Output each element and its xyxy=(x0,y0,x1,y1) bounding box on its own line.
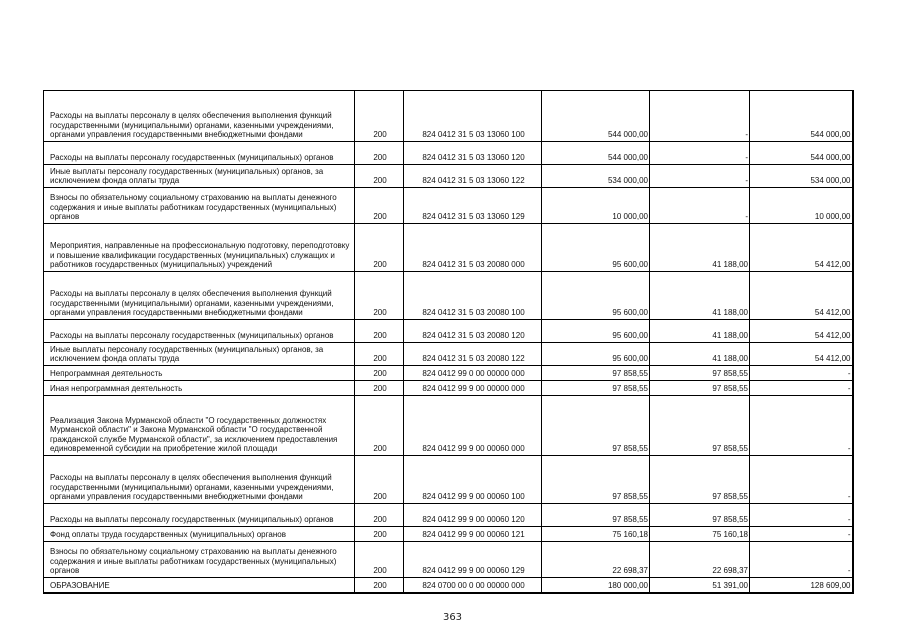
row-executed-cell: 75 160,18 xyxy=(650,527,750,542)
row-approved-cell: 22 698,37 xyxy=(542,542,650,578)
row-approved-cell: 95 600,00 xyxy=(542,343,650,366)
row-code-cell: 824 0412 99 9 00 00060 120 xyxy=(404,504,542,527)
row-remaining-cell: 544 000,00 xyxy=(750,142,853,165)
row-approved-cell: 97 858,55 xyxy=(542,504,650,527)
row-remaining-cell: - xyxy=(750,396,853,456)
row-name-cell: Реализация Закона Мурманской области "О государственных должностях Мурманской области" и Закона Мурманской области "О государственной гражданской службе Мурманской области", за исключением предоставления единовременной субсидии на приобретение жилой площади xyxy=(44,396,355,456)
row-name-cell: Мероприятия, направленные на профессиональную подготовку, переподготовку и повышение квалификации государственных (муниципальных) служащих и работников государственных (муниципальных) учреждений xyxy=(44,224,355,272)
row-remaining-cell: 54 412,00 xyxy=(750,224,853,272)
row-name-cell: Расходы на выплаты персоналу в целях обеспечения выполнения функций государственными (муниципальными) органами, казенными учреждениями, органами управления государственными внебюджетными фондами xyxy=(44,456,355,504)
row-approved-cell: 95 600,00 xyxy=(542,224,650,272)
row-approved-cell: 75 160,18 xyxy=(542,527,650,542)
row-remaining-cell: - xyxy=(750,366,853,381)
row-code-cell: 824 0412 31 5 03 20080 122 xyxy=(404,343,542,366)
table-row xyxy=(44,366,853,381)
row-name-cell: Фонд оплаты труда государственных (муниципальных) органов xyxy=(44,527,355,542)
row-approved-cell: 97 858,55 xyxy=(542,381,650,396)
row-remaining-cell: - xyxy=(750,504,853,527)
table-body xyxy=(44,91,853,593)
row-remaining-cell: 10 000,00 xyxy=(750,188,853,224)
row-name-cell: Расходы на выплаты персоналу в целях обеспечения выполнения функций государственными (муниципальными) органами, казенными учреждениями, органами управления государственными внебюджетными фондами xyxy=(44,91,355,142)
row-subcode-cell: 200 xyxy=(355,542,404,578)
row-remaining-cell: 534 000,00 xyxy=(750,165,853,188)
row-remaining-cell: - xyxy=(750,456,853,504)
table-row xyxy=(44,165,853,188)
row-name-cell: Расходы на выплаты персоналу государственных (муниципальных) органов xyxy=(44,504,355,527)
row-subcode-cell: 200 xyxy=(355,188,404,224)
row-approved-cell: 97 858,55 xyxy=(542,366,650,381)
table-row xyxy=(44,504,853,527)
table-row xyxy=(44,320,853,343)
row-executed-cell: 51 391,00 xyxy=(650,578,750,593)
row-approved-cell: 97 858,55 xyxy=(542,396,650,456)
row-code-cell: 824 0412 99 9 00 00060 129 xyxy=(404,542,542,578)
row-remaining-cell: 54 412,00 xyxy=(750,320,853,343)
table-row xyxy=(44,142,853,165)
table-row xyxy=(44,527,853,542)
row-name-cell: ОБРАЗОВАНИЕ xyxy=(44,578,355,593)
row-executed-cell: 41 188,00 xyxy=(650,272,750,320)
row-name-cell: Взносы по обязательному социальному страхованию на выплаты денежного содержания и иные выплаты работникам государственных (муниципальных) органов xyxy=(44,542,355,578)
row-approved-cell: 97 858,55 xyxy=(542,456,650,504)
row-executed-cell: 97 858,55 xyxy=(650,396,750,456)
row-executed-cell: - xyxy=(650,91,750,142)
table-row xyxy=(44,343,853,366)
table-row xyxy=(44,272,853,320)
row-executed-cell: 97 858,55 xyxy=(650,366,750,381)
row-code-cell: 824 0412 31 5 03 20080 000 xyxy=(404,224,542,272)
row-subcode-cell: 200 xyxy=(355,272,404,320)
table-row xyxy=(44,578,853,593)
row-remaining-cell: - xyxy=(750,381,853,396)
row-remaining-cell: 54 412,00 xyxy=(750,343,853,366)
row-code-cell: 824 0412 99 9 00 00060 000 xyxy=(404,396,542,456)
row-name-cell: Иные выплаты персоналу государственных (муниципальных) органов, за исключением фонда оплаты труда xyxy=(44,165,355,188)
row-subcode-cell: 200 xyxy=(355,504,404,527)
row-remaining-cell: 128 609,00 xyxy=(750,578,853,593)
row-code-cell: 824 0412 31 5 03 13060 100 xyxy=(404,91,542,142)
row-code-cell: 824 0412 31 5 03 20080 100 xyxy=(404,272,542,320)
row-executed-cell: 41 188,00 xyxy=(650,343,750,366)
row-subcode-cell: 200 xyxy=(355,396,404,456)
row-name-cell: Взносы по обязательному социальному страхованию на выплаты денежного содержания и иные выплаты работникам государственных (муниципальных) органов xyxy=(44,188,355,224)
row-remaining-cell: 544 000,00 xyxy=(750,91,853,142)
row-approved-cell: 95 600,00 xyxy=(542,320,650,343)
row-subcode-cell: 200 xyxy=(355,527,404,542)
row-subcode-cell: 200 xyxy=(355,224,404,272)
row-approved-cell: 10 000,00 xyxy=(542,188,650,224)
row-executed-cell: - xyxy=(650,142,750,165)
row-remaining-cell: 54 412,00 xyxy=(750,272,853,320)
row-code-cell: 824 0412 31 5 03 13060 129 xyxy=(404,188,542,224)
budget-table xyxy=(43,90,854,594)
row-subcode-cell: 200 xyxy=(355,381,404,396)
row-subcode-cell: 200 xyxy=(355,343,404,366)
row-approved-cell: 544 000,00 xyxy=(542,142,650,165)
row-executed-cell: - xyxy=(650,188,750,224)
table-row xyxy=(44,456,853,504)
row-code-cell: 824 0412 99 9 00 00060 100 xyxy=(404,456,542,504)
row-code-cell: 824 0412 99 9 00 00060 121 xyxy=(404,527,542,542)
table-row xyxy=(44,396,853,456)
row-code-cell: 824 0412 99 0 00 00000 000 xyxy=(404,366,542,381)
row-name-cell: Расходы на выплаты персоналу в целях обеспечения выполнения функций государственными (муниципальными) органами, казенными учреждениями, органами управления государственными внебюджетными фондами xyxy=(44,272,355,320)
row-name-cell: Непрограммная деятельность xyxy=(44,366,355,381)
row-code-cell: 824 0412 31 5 03 13060 120 xyxy=(404,142,542,165)
row-subcode-cell: 200 xyxy=(355,366,404,381)
row-subcode-cell: 200 xyxy=(355,578,404,593)
row-executed-cell: 97 858,55 xyxy=(650,456,750,504)
row-executed-cell: 97 858,55 xyxy=(650,381,750,396)
row-subcode-cell: 200 xyxy=(355,165,404,188)
row-executed-cell: - xyxy=(650,165,750,188)
row-code-cell: 824 0700 00 0 00 00000 000 xyxy=(404,578,542,593)
row-approved-cell: 180 000,00 xyxy=(542,578,650,593)
table-row xyxy=(44,188,853,224)
page-number: 363 xyxy=(442,612,463,623)
row-code-cell: 824 0412 31 5 03 13060 122 xyxy=(404,165,542,188)
row-name-cell: Расходы на выплаты персоналу государственных (муниципальных) органов xyxy=(44,142,355,165)
row-approved-cell: 534 000,00 xyxy=(542,165,650,188)
row-name-cell: Иные выплаты персоналу государственных (муниципальных) органов, за исключением фонда оплаты труда xyxy=(44,343,355,366)
row-executed-cell: 97 858,55 xyxy=(650,504,750,527)
row-name-cell: Расходы на выплаты персоналу государственных (муниципальных) органов xyxy=(44,320,355,343)
row-subcode-cell: 200 xyxy=(355,142,404,165)
table-row xyxy=(44,381,853,396)
table-row xyxy=(44,91,853,142)
row-executed-cell: 22 698,37 xyxy=(650,542,750,578)
row-executed-cell: 41 188,00 xyxy=(650,224,750,272)
row-name-cell: Иная непрограммная деятельность xyxy=(44,381,355,396)
row-approved-cell: 544 000,00 xyxy=(542,91,650,142)
table-row xyxy=(44,224,853,272)
table-row xyxy=(44,542,853,578)
row-approved-cell: 95 600,00 xyxy=(542,272,650,320)
row-executed-cell: 41 188,00 xyxy=(650,320,750,343)
row-subcode-cell: 200 xyxy=(355,91,404,142)
row-code-cell: 824 0412 99 9 00 00000 000 xyxy=(404,381,542,396)
row-remaining-cell: - xyxy=(750,527,853,542)
row-code-cell: 824 0412 31 5 03 20080 120 xyxy=(404,320,542,343)
row-subcode-cell: 200 xyxy=(355,456,404,504)
row-remaining-cell: - xyxy=(750,542,853,578)
row-subcode-cell: 200 xyxy=(355,320,404,343)
